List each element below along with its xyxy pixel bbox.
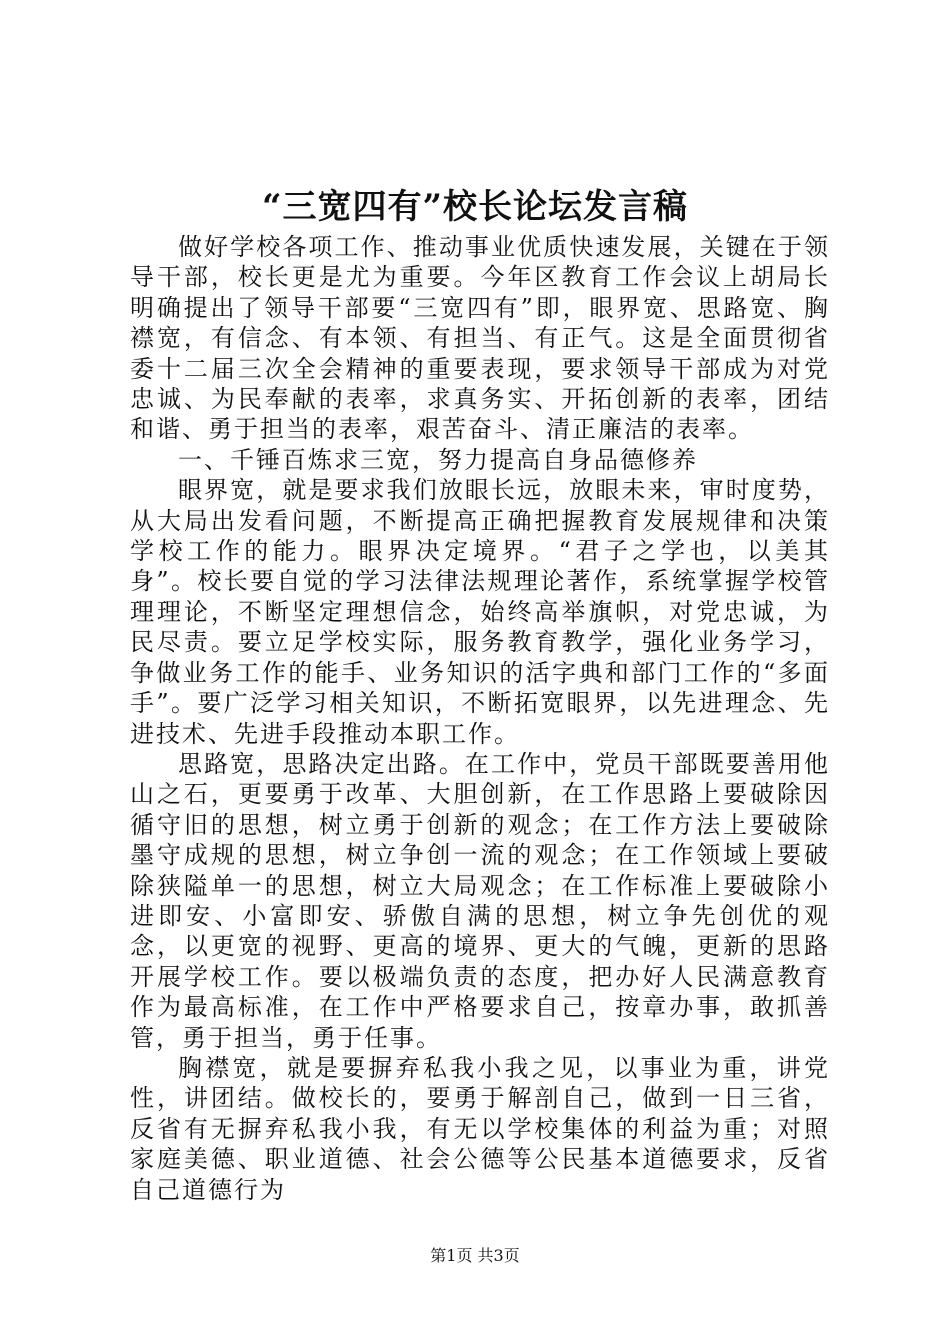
section-heading: 一、千锤百炼求三宽，努力提高自身品德修养 [178,445,698,474]
page-footer: 第1页 共3页 [430,1246,520,1265]
thinking-paragraph: 思路宽，思路决定出路。在工作中，党员干部既要善用他山之石，更要勇于改革、大胆创新，在工作思路上要破除因循守旧的思想，树立勇于创新的观念；在工作方法上要破除墨守成规的思想，树立争创一流的观念；在工作领域上要破除狭隘单一的思想，树立大局观念；在工作标准上要破除小进即安、小富即安、骄傲自满的思想，树立争先创优的观念，以更宽的视野、更高的境界、更大的气魄，更新的思路开展学校工作。要以极端负责的态度，把办好人民满意教育作为最高标准，在工作中严格要求自己，按章办事，敢抓善管，勇于担当，勇于任事。 [130,749,830,1052]
vision-paragraph: 眼界宽，就是要求我们放眼长远，放眼未来，审时度势，从大局出发看问题，不断提高正确把握教育发展规律和决策学校工作的能力。眼界决定境界。“君子之学也，以美其身”。校长要自觉的学习法律法规理论著作，系统掌握学校管理理论，不断坚定理想信念，始终高举旗帜，对党忠诚，为民尽责。要立足学校实际，服务教育教学，强化业务学习，争做业务工作的能手、业务知识的活字典和部门工作的“多面手”。要广泛学习相关知识，不断拓宽眼界，以先进理念、先进技术、先进手段推动本职工作。 [130,476,830,748]
mindset-paragraph: 胸襟宽，就是要摒弃私我小我之见，以事业为重，讲党性，讲团结。做校长的，要勇于解剖自己，做到一日三省，反省有无摒弃私我小我，有无以学校集体的利益为重；对照家庭美德、职业道德、社会公德等公民基本道德要求，反省自己道德行为 [130,1053,830,1204]
intro-paragraph: 做好学校各项工作、推动事业优质快速发展，关键在于领导干部，校长更是尤为重要。今年区教育工作会议上胡局长明确提出了领导干部要“三宽四有”即，眼界宽、思路宽、胸襟宽，有信念、有本领、有担当、有正气。这是全面贯彻省委十二届三次全会精神的重要表现，要求领导干部成为对党忠诚、为民奉献的表率，求真务实、开拓创新的表率，团结和谐、勇于担当的表率，艰苦奋斗、清正廉洁的表率。 [130,233,830,444]
document-body [130,232,830,1205]
page-title: “三宽四有”校长论坛发言稿 [261,187,689,227]
